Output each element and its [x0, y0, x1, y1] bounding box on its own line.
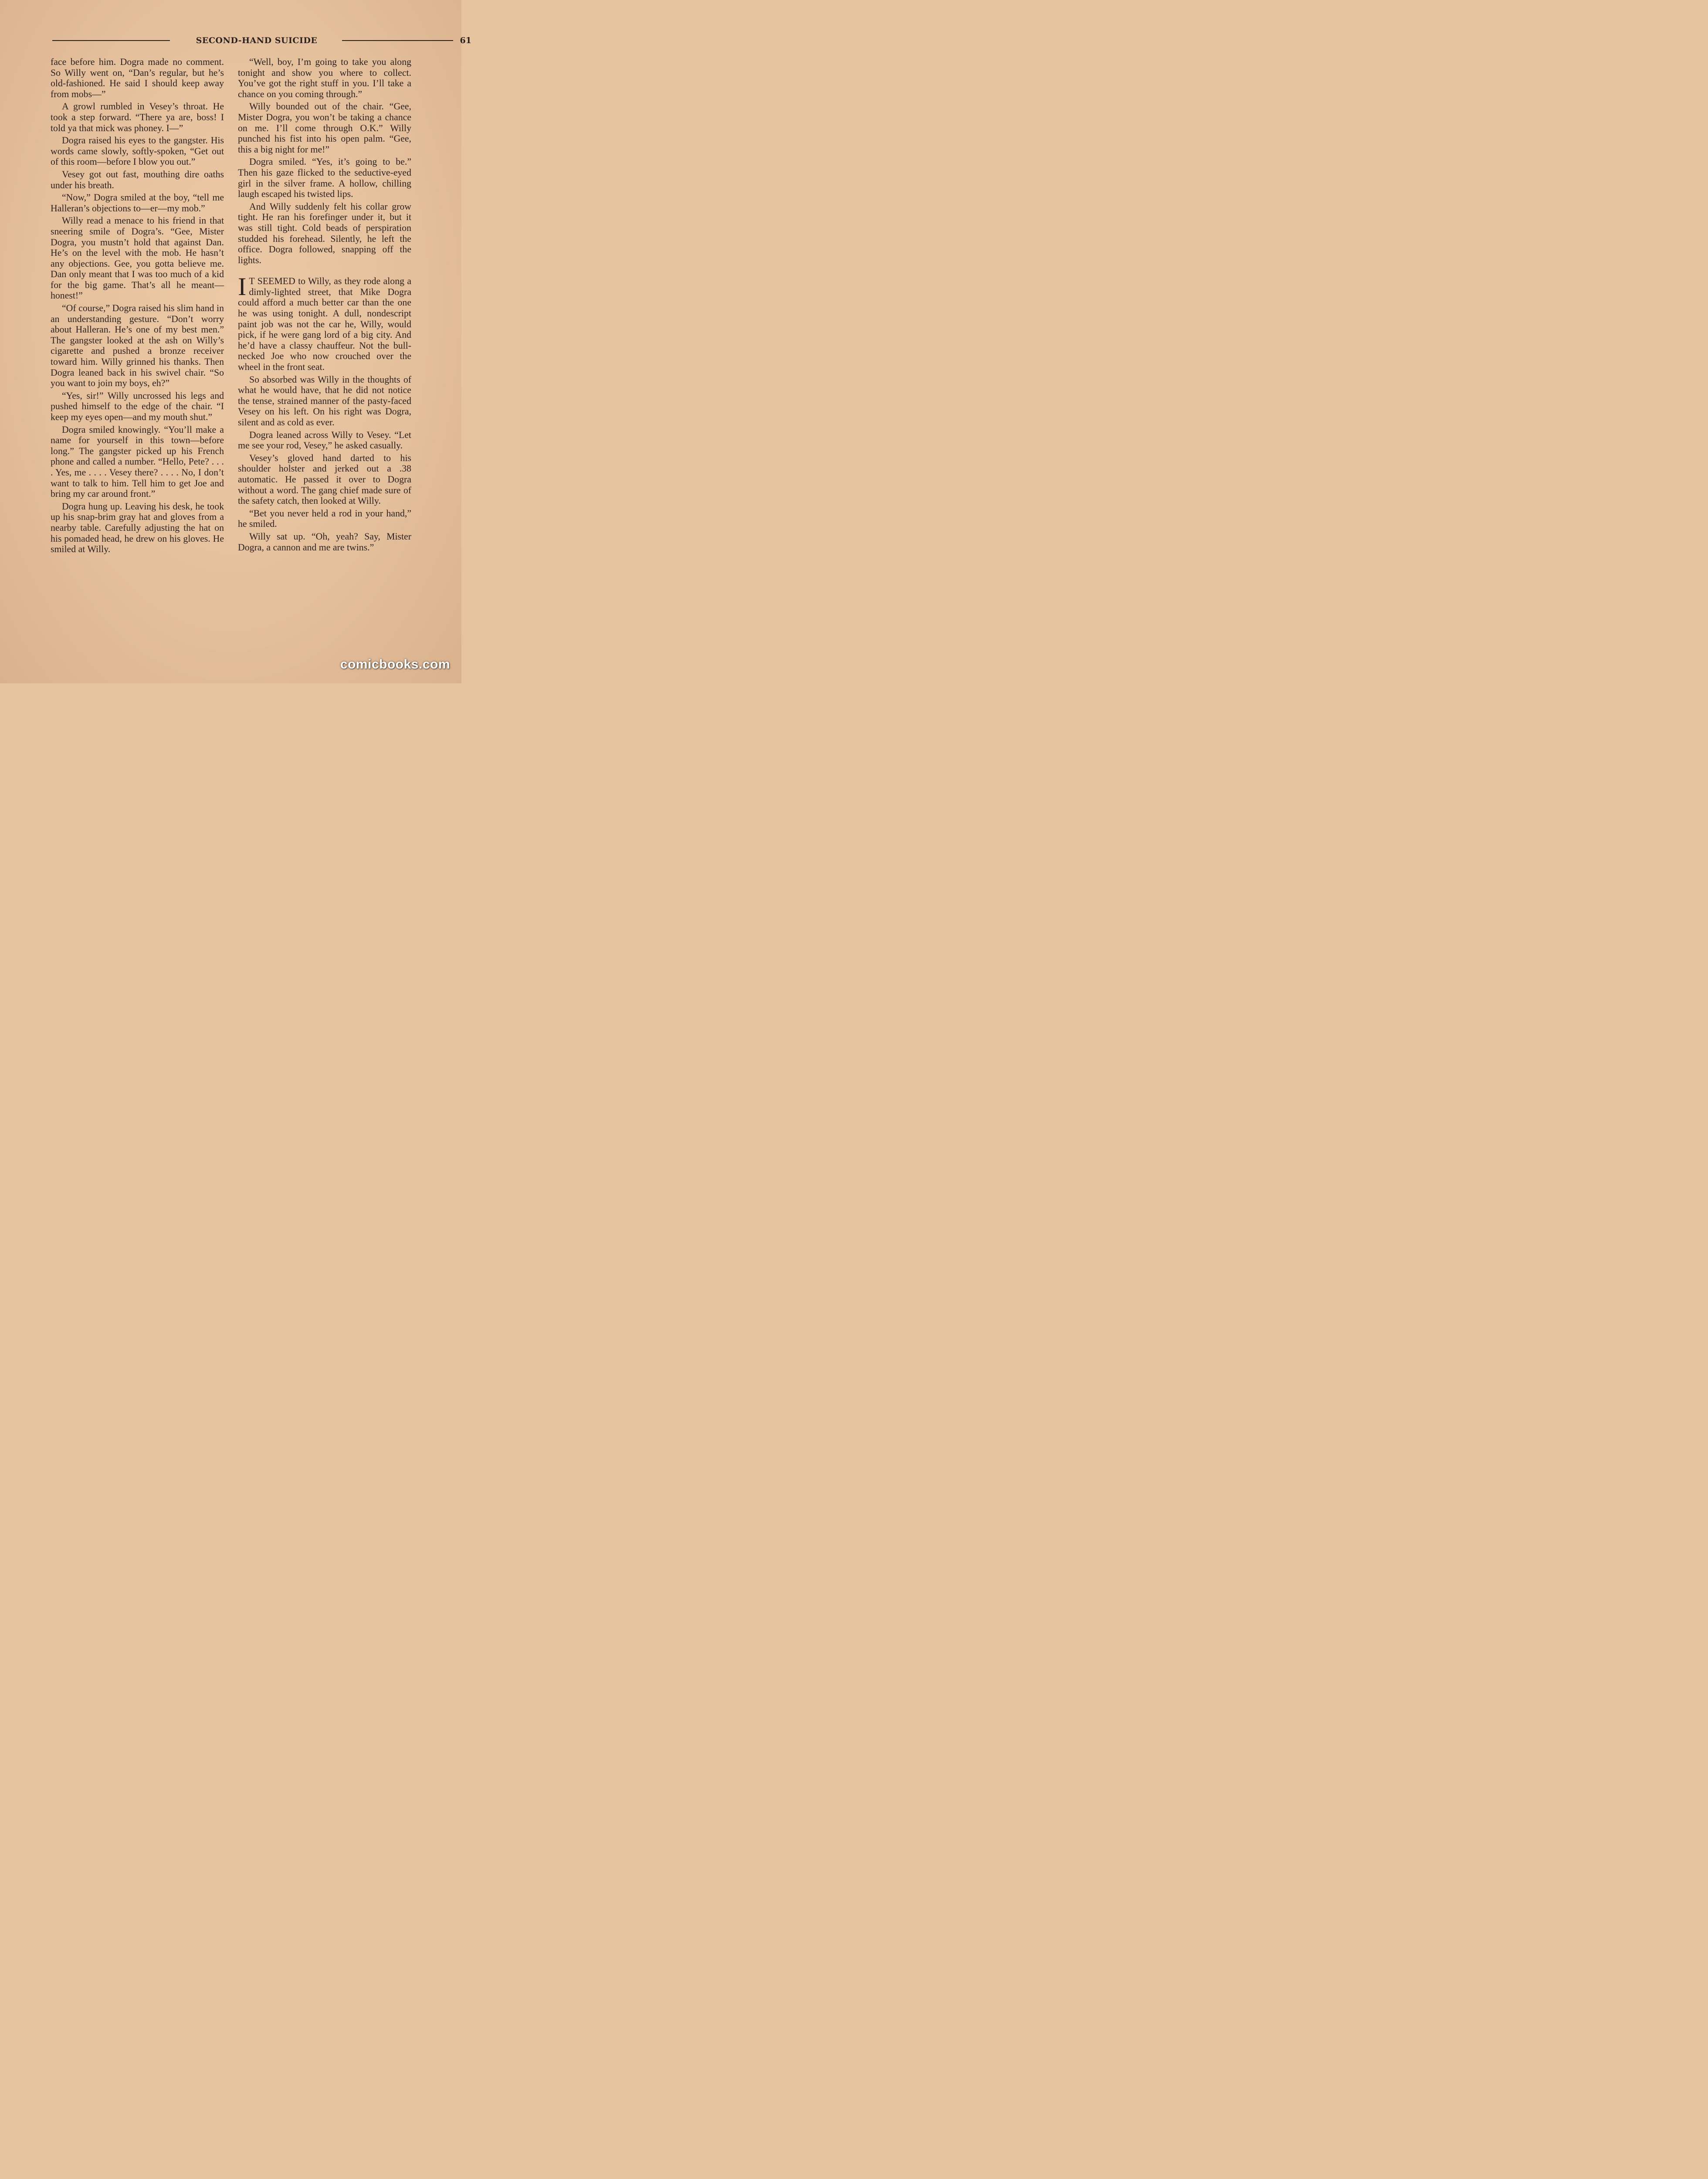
paragraph: A growl rumbled in Vesey’s throat. He took a step forward. “There ya are, boss! I told ya that mick was phoney. I—”	[51, 101, 224, 133]
paragraph: Willy bounded out of the chair. “Gee, Mister Dogra, you won’t be taking a chance on me. I’ll come through O.K.” Willy punched his fist into his open palm. “Gee, this a big night for me!”	[238, 101, 411, 155]
paragraph: Dogra leaned across Willy to Vesey. “Let me see your rod, Vesey,” he asked casually.	[238, 429, 411, 451]
site-watermark: comicbooks.com	[340, 657, 450, 672]
paragraph: “Yes, sir!” Willy uncrossed his legs and pushed himself to the edge of the chair. “I keep my eyes open—and my mouth shut.”	[51, 390, 224, 422]
paragraph: Dogra smiled. “Yes, it’s going to be.” Then his gaze flicked to the seductive-eyed girl in the silver frame. A hollow, chilling laugh escaped his twisted lips.	[238, 156, 411, 200]
header-rule-right	[342, 40, 453, 41]
left-column	[51, 57, 224, 557]
paragraph: Vesey’s gloved hand darted to his shoulder holster and jerked out a .38 automatic. He passed it over to Dogra without a word. The gang chief made sure of the safety catch, then looked at Willy.	[238, 452, 411, 506]
paragraph: Willy sat up. “Oh, yeah? Say, Mister Dogra, a cannon and me are twins.”	[238, 531, 411, 553]
page-number: 61	[460, 36, 471, 45]
running-header	[52, 34, 471, 47]
paragraph: So absorbed was Willy in the thoughts of what he would have, that he did not notice the tense, strained manner of the pasty-faced Vesey on his left. On his right was Dogra, silent and as cold as ever.	[238, 374, 411, 428]
paragraph: Willy read a menace to his friend in that sneering smile of Dogra’s. “Gee, Mister Dogra, you mustn’t hold that against Dan. He’s on the level with the mob. He hasn’t any objections. Gee, you gotta believe me. Dan only meant that I was too much of a kid for the big game. That’s all he meant—honest!”	[51, 215, 224, 301]
paragraph: “Of course,” Dogra raised his slim hand in an understanding gesture. “Don’t worry about Halleran. He’s one of my best men.” The gangster looked at the ash on Willy’s cigarette and pushed a bronze receiver toward him. Willy grinned his thanks. Then Dogra leaned back in his swivel chair. “So you want to join my boys, eh?”	[51, 303, 224, 389]
paragraph: Dogra hung up. Leaving his desk, he took up his snap-brim gray hat and gloves from a nearby table. Carefully adjusting the hat on his pomaded head, he drew on his gloves. He smiled at Willy.	[51, 501, 224, 555]
section-break	[238, 267, 411, 276]
paragraph: Dogra smiled knowingly. “You’ll make a name for yourself in this town—before long.” The gangster picked up his French phone and called a number. “Hello, Pete? . . . . Yes, me . . . . Vesey there? . . . . No, I don’t want to talk to him. Tell him to get Joe and bring my car around front.”	[51, 424, 224, 499]
magazine-page	[0, 0, 471, 683]
header-rule-left	[52, 40, 170, 41]
paragraph: “Now,” Dogra smiled at the boy, “tell me Halleran’s objections to—er—my mob.”	[51, 192, 224, 214]
right-column	[238, 57, 411, 554]
drop-cap: I	[238, 272, 247, 301]
paragraph: And Willy suddenly felt his collar grow tight. He ran his forefinger under it, but it was still tight. Cold beads of perspiration studded his forehead. Silently, he left the office. Dogra followed, snapping off the lights.	[238, 201, 411, 265]
paragraph: Vesey got out fast, mouthing dire oaths under his breath.	[51, 169, 224, 190]
section-opening-text: T SEEMED to Willy, as they rode along a dimly-lighted street, that Mike Dogra could afford a much better car than the one he was using tonight. A dull, nondescript paint job was not the car he, Willy, would pick, if he were gang lord of a big city. And he’d have a classy chauffeur. Not the bull-necked Joe who now crouched over the wheel in the front seat.	[238, 276, 411, 373]
paragraph: Dogra raised his eyes to the gangster. His words came slowly, softly-spoken, “Get out of this room—before I blow you out.”	[51, 135, 224, 167]
paragraph: “Bet you never held a rod in your hand,” he smiled.	[238, 508, 411, 529]
paragraph: “Well, boy, I’m going to take you along tonight and show you where to collect. You’ve got the right stuff in you. I’ll take a chance on you coming through.”	[238, 57, 411, 99]
section-opening-paragraph	[238, 272, 411, 373]
paragraph: face before him. Dogra made no comment. So Willy went on, “Dan’s regular, but he’s old-fashioned. He said I should keep away from mobs—”	[51, 57, 224, 99]
story-title: SECOND-HAND SUICIDE	[196, 36, 318, 45]
